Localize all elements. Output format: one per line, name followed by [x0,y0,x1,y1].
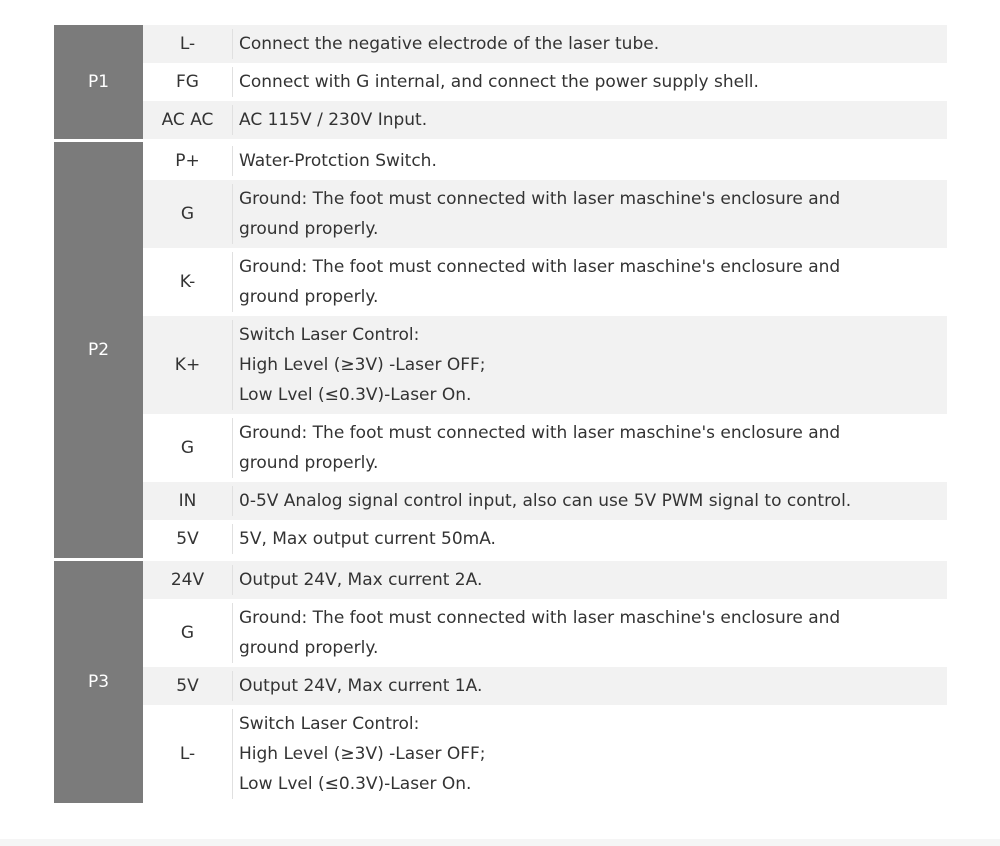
table-row [143,414,947,482]
table-row [143,599,947,667]
pin-label: L- [179,34,196,54]
pin-label: G [180,623,195,643]
pin-description: Switch Laser Control: High Level (≥3V) -Laser OFF; Low Lvel (≤0.3V)-Laser On. [232,320,947,410]
pin-label: P+ [175,151,200,171]
pin-description: Water-Protction Switch. [232,146,947,176]
table-row [143,482,947,520]
port-group-p1 [54,25,947,139]
table-row [143,25,947,63]
pin-description: 0-5V Analog signal control input, also can use 5V PWM signal to control. [232,486,947,516]
pin-description: 5V, Max output current 50mA. [232,524,947,554]
page-bottom-divider [0,839,1000,846]
pin-description: Switch Laser Control: High Level (≥3V) -Laser OFF; Low Lvel (≤0.3V)-Laser On. [232,709,947,799]
pin-label: G [180,204,195,224]
pin-spec-table [54,25,947,803]
port-label: P2 [54,142,143,558]
pin-description: Output 24V, Max current 2A. [232,565,947,595]
port-label: P3 [54,561,143,803]
pin-description: Output 24V, Max current 1A. [232,671,947,701]
port-group-p2 [54,139,947,558]
table-row [143,63,947,101]
table-row [143,248,947,316]
table-row [143,316,947,414]
pin-description: AC 115V / 230V Input. [232,105,947,135]
table-row [143,705,947,803]
pin-label: K+ [174,355,201,375]
pin-description: Connect with G internal, and connect the power supply shell. [232,67,947,97]
table-row [143,520,947,558]
pin-label: AC AC [161,110,214,130]
table-row [143,561,947,599]
port-group-p3 [54,558,947,803]
pin-description: Ground: The foot must connected with laser maschine's enclosure and ground properly. [232,603,947,663]
table-row [143,180,947,248]
table-row [143,101,947,139]
pin-description: Ground: The foot must connected with laser maschine's enclosure and ground properly. [232,184,947,244]
pin-label: K- [179,272,196,292]
port-label: P1 [54,25,143,139]
table-row [143,667,947,705]
pin-label: 5V [176,676,199,696]
pin-label: IN [178,491,197,511]
pin-description: Connect the negative electrode of the laser tube. [232,29,947,59]
pin-description: Ground: The foot must connected with laser maschine's enclosure and ground properly. [232,418,947,478]
pin-label: 5V [176,529,199,549]
pin-label: L- [179,744,196,764]
pin-label: FG [176,72,199,92]
pin-label: 24V [170,570,205,590]
pin-description: Ground: The foot must connected with laser maschine's enclosure and ground properly. [232,252,947,312]
table-row [143,142,947,180]
pin-label: G [180,438,195,458]
